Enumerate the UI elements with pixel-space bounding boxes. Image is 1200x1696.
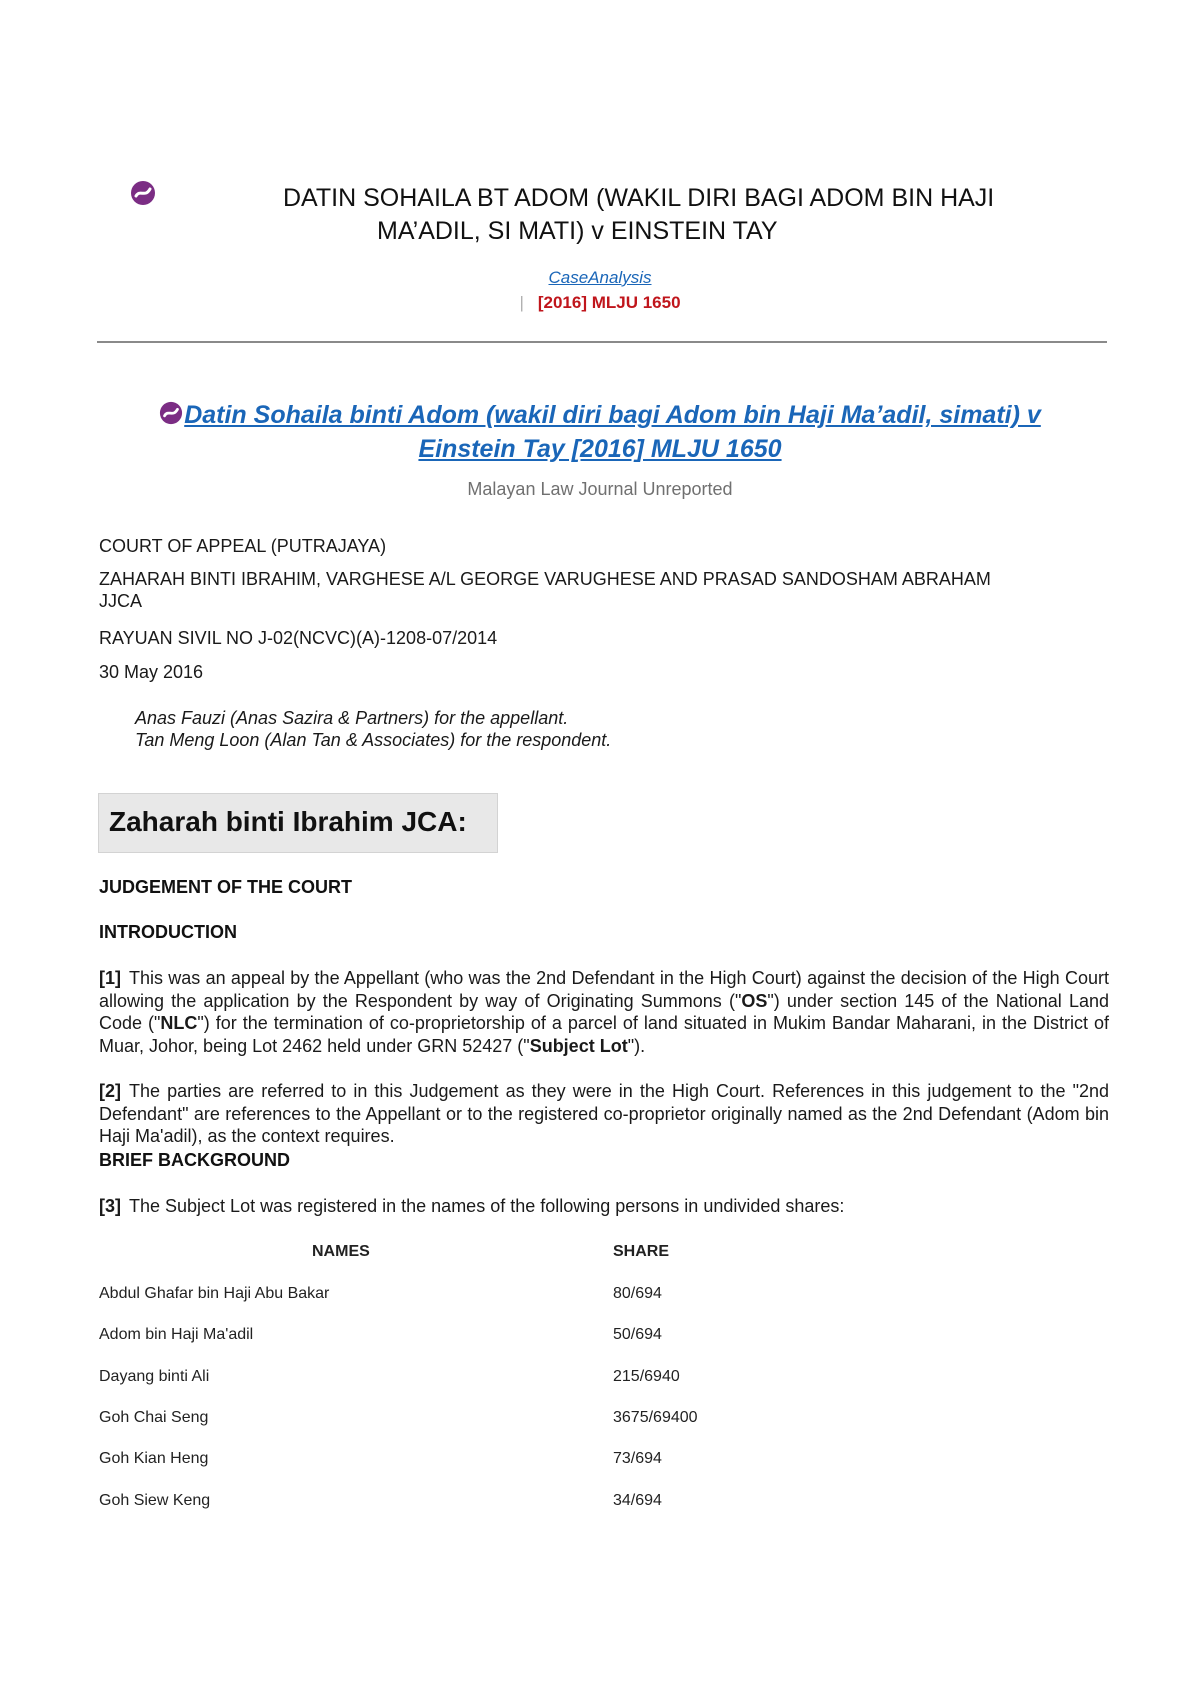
journal-name: Malayan Law Journal Unreported [467, 479, 733, 499]
owner-share: 80/694 [613, 1285, 662, 1302]
owner-name: Goh Chai Seng [99, 1409, 209, 1426]
judgement-heading: JUDGEMENT OF THE COURT [99, 877, 353, 897]
defined-term: OS [741, 990, 768, 1011]
case-title-link[interactable] [100, 398, 1100, 466]
table-row [99, 1285, 799, 1307]
owner-name: Goh Kian Heng [99, 1450, 209, 1467]
lexis-logo-icon [130, 180, 156, 206]
appeal-number: RAYUAN SIVIL NO J-02(NCVC)(A)-1208-07/2014 [99, 628, 498, 648]
table-row [99, 1492, 799, 1514]
owner-name: Abdul Ghafar bin Haji Abu Bakar [99, 1285, 330, 1302]
counsel-appellant: Anas Fauzi (Anas Sazira & Partners) for the appellant. [135, 708, 569, 728]
table-row [99, 1409, 799, 1431]
owner-share: 215/6940 [613, 1368, 680, 1385]
defined-term: Subject Lot [529, 1035, 628, 1056]
header-title-line-1: DATIN SOHAILA BT ADOM (WAKIL DIRI BAGI ADOM BIN HAJI [283, 184, 995, 212]
defined-term: NLC [160, 1013, 198, 1033]
owner-name: Adom bin Haji Ma'adil [99, 1326, 254, 1343]
judgment-date: 30 May 2016 [99, 662, 204, 682]
paragraph-text: "). [627, 1035, 646, 1056]
header-divider [97, 341, 1107, 343]
citation-separator: | [519, 293, 524, 312]
judges-line-1: ZAHARAH BINTI IBRAHIM, VARGHESE A/L GEORGE VARUGHESE AND PRASAD SANDOSHAM ABRAHAM [99, 569, 991, 589]
citation-line [0, 293, 1200, 313]
owner-name: Goh Siew Keng [99, 1492, 211, 1509]
judge-heading: Zaharah binti Ibrahim JCA: [109, 806, 467, 837]
paragraph-2 [99, 1080, 1109, 1148]
table-header-names: NAMES [312, 1243, 370, 1260]
paragraph-1 [99, 967, 1109, 1057]
introduction-heading: INTRODUCTION [99, 922, 237, 942]
owner-share: 73/694 [613, 1450, 662, 1467]
owner-name: Dayang binti Ali [99, 1368, 210, 1385]
brief-background-heading: BRIEF BACKGROUND [99, 1150, 290, 1170]
paragraph-text: The parties are referred to in this Judgement as they were in the High Court. References in this judgement to the "2nd Defendant" are references to the Appellant or to the registered co-proprietor originally named as the 2nd Defendant (Adom bin Haji Ma'adil), as the context requires. [99, 1081, 1109, 1146]
paragraph-text: ") under section 145 of the National Land Code (" [99, 990, 1109, 1033]
paragraph-number: [2] [99, 1081, 121, 1101]
table-row [99, 1326, 799, 1348]
paragraph-text: ") for the termination of co-proprietorship of a parcel of land situated in Mukim Bandar Maharani, in the District of Muar, Johor, being Lot 2462 held under GRN 52427 (" [99, 1013, 1109, 1056]
court-name: COURT OF APPEAL (PUTRAJAYA) [99, 536, 387, 556]
owner-share: 34/694 [613, 1492, 662, 1509]
case-analysis-link[interactable]: CaseAnalysis [548, 268, 652, 287]
counsel-respondent: Tan Meng Loon (Alan Tan & Associates) for the respondent. [135, 730, 612, 750]
header-title-line-2: MA’ADIL, SI MATI) v EINSTEIN TAY [377, 217, 778, 245]
lexis-logo-icon [159, 401, 183, 425]
case-title-line-1[interactable]: Datin Sohaila binti Adom (wakil diri bagi Adom bin Haji Ma’adil, simati) v [184, 401, 1041, 429]
document-header-title [250, 182, 1110, 248]
owner-share: 50/694 [613, 1326, 662, 1343]
judge-heading-box [98, 793, 498, 853]
table-header-share: SHARE [613, 1243, 670, 1260]
citation: [2016] MLJU 1650 [537, 293, 681, 312]
paragraph-text: The Subject Lot was registered in the names of the following persons in undivided shares: [129, 1196, 845, 1216]
paragraph-text: This was an appeal by the Appellant (who was the 2nd Defendant in the High Court) against the decision of the High Court allowing the application by the Respondent by way of Originating Summons (" [99, 968, 1109, 1011]
table-row [99, 1450, 799, 1472]
owner-share: 3675/69400 [613, 1409, 698, 1426]
table-row [99, 1368, 799, 1390]
judges-line-2: JJCA [99, 591, 143, 611]
case-title-line-2[interactable]: Einstein Tay [2016] MLJU 1650 [418, 435, 782, 463]
paragraph-number: [3] [99, 1196, 121, 1216]
paragraph-number: [1] [99, 968, 121, 988]
paragraph-3 [99, 1195, 1109, 1218]
judges [99, 568, 1109, 612]
